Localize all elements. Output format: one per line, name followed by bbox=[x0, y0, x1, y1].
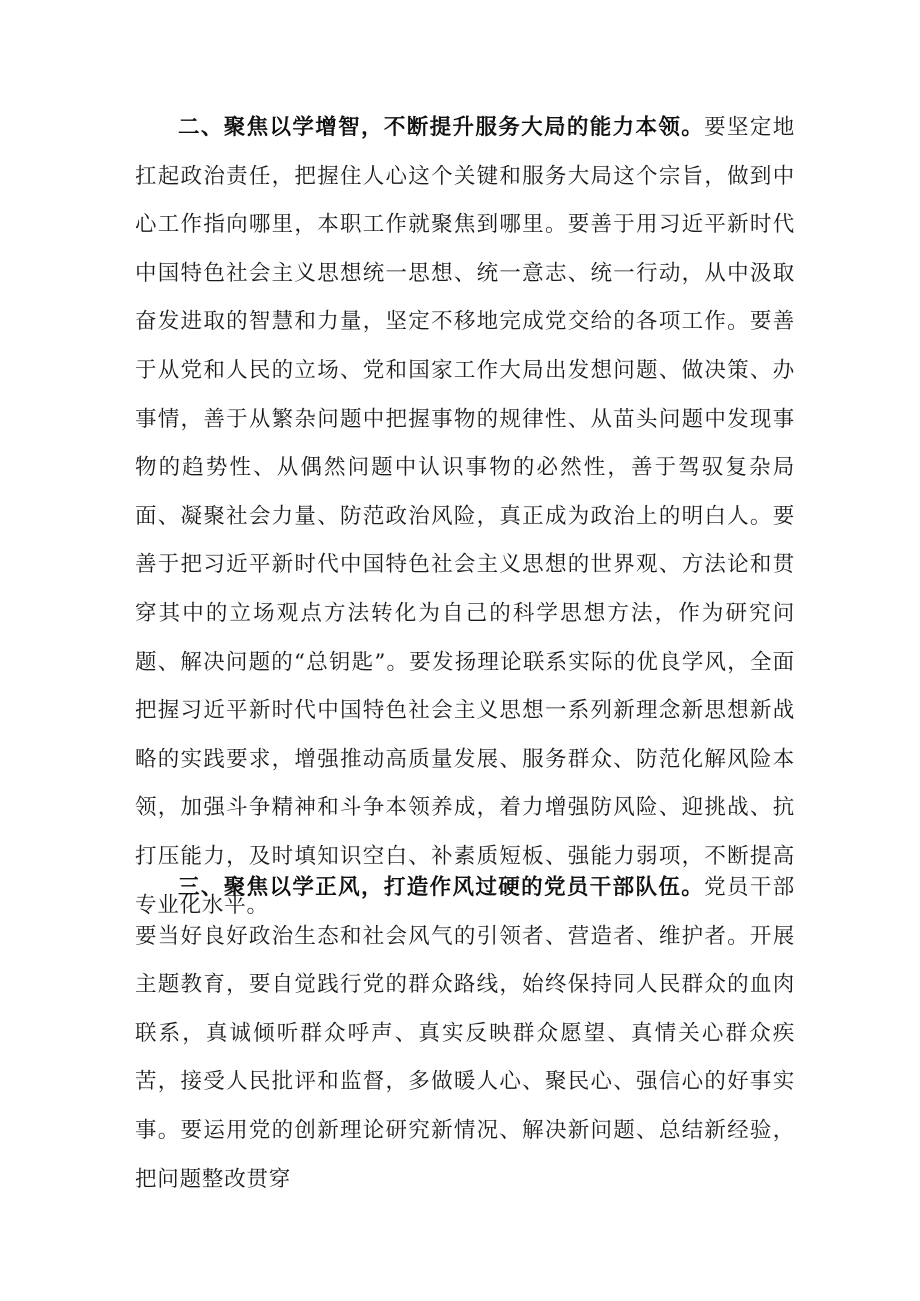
paragraph-section-three bbox=[135, 864, 795, 1204]
section-two-body: 要坚定地扛起政治责任，把握住人心这个关键和服务大局这个宗旨，做到中心工作指向哪里，本职工作就聚焦到哪里。要善于用习近平新时代中国特色社会主义思想统一思想、统一意志、统一行动，从中汲取奋发进取的智慧和力量，坚定不移地完成党交给的各项工作。要善于从党和人民的立场、党和国家工作大局出发想问题、做决策、办事情，善于从繁杂问题中把握事物的规律性、从苗头问题中发现事物的趋势性、从偶然问题中认识事物的必然性，善于驾驭复杂局面、凝聚社会力量、防范政治风险，真正成为政治上的明白人。要善于把习近平新时代中国特色社会主义思想的世界观、方法论和贯穿其中的立场观点方法转化为自己的科学思想方法，作为研究问题、解决问题的“总钥匙”。要发扬理论联系实际的优良学风，全面把握习近平新时代中国特色社会主义思想一系列新理念新思想新战略的实践要求，增强推动高质量发展、服务群众、防范化解风险本领，加强斗争精神和斗争本领养成，着力增强防风险、迎挑战、抗打压能力，及时填知识空白、补素质短板、强能力弱项，不断提高专业化水平。 bbox=[135, 115, 795, 918]
section-three-heading: 三、聚焦以学正风，打造作风过硬的党员干部队伍。 bbox=[178, 875, 705, 900]
section-three-body: 党员干部要当好良好政治生态和社会风气的引领者、营造者、维护者。开展主题教育，要自觉践行党的群众路线，始终保持同人民群众的血肉联系，真诚倾听群众呼声、真实反映群众愿望、真情关心群众疾苦，接受人民批评和监督，多做暖人心、聚民心、强信心的好事实事。要运用党的创新理论研究新情况、解决新问题、总结新经验，把问题整改贯穿 bbox=[135, 875, 795, 1192]
section-two-heading: 二、聚焦以学增智，不断提升服务大局的能力本领。 bbox=[178, 115, 705, 140]
paragraph-section-two bbox=[135, 104, 795, 930]
